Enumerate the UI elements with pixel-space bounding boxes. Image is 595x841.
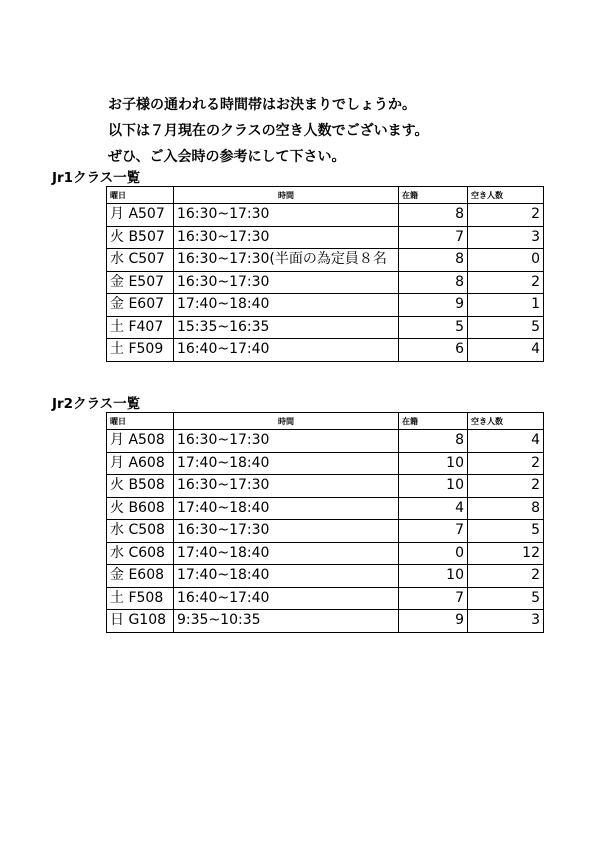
header-enrolled: 在籍 [399,187,468,204]
vacancy-cell: 5 [468,316,544,339]
header-vacancy: 空き人数 [468,187,544,204]
time-cell: 16:30~17:30(半面の為定員８名 [174,249,399,272]
enrolled-cell: 10 [399,475,468,498]
enrolled-cell: 7 [399,520,468,543]
header-enrolled: 在籍 [399,413,468,430]
day-cell: 土 F509 [107,339,174,362]
day-cell: 土 F508 [107,587,174,610]
day-cell: 金 E607 [107,294,174,317]
vacancy-cell: 4 [468,339,544,362]
enrolled-cell: 8 [399,430,468,453]
enrolled-cell: 6 [399,339,468,362]
vacancy-cell: 2 [468,271,544,294]
vacancy-cell: 2 [468,475,544,498]
jr2-section-title: Jr2クラス一覧 [52,396,141,412]
enrolled-cell: 10 [399,565,468,588]
day-cell: 金 E608 [107,565,174,588]
vacancy-cell: 1 [468,294,544,317]
table-row [107,520,544,543]
table-row [107,497,544,520]
time-cell: 16:30~17:30 [174,226,399,249]
table-header-row [107,187,544,204]
header-vacancy: 空き人数 [468,413,544,430]
day-cell: 土 F407 [107,316,174,339]
vacancy-cell: 2 [468,204,544,227]
table-header-row [107,413,544,430]
enrolled-cell: 9 [399,610,468,633]
table-row [107,542,544,565]
header-day: 曜日 [107,187,174,204]
day-cell: 火 B507 [107,226,174,249]
day-cell: 水 C507 [107,249,174,272]
header-time: 時間 [174,187,399,204]
enrolled-cell: 7 [399,587,468,610]
time-cell: 16:30~17:30 [174,271,399,294]
time-cell: 9:35~10:35 [174,610,399,633]
day-cell: 火 B608 [107,497,174,520]
day-cell: 月 A508 [107,430,174,453]
enrolled-cell: 9 [399,294,468,317]
vacancy-cell: 12 [468,542,544,565]
intro-text [108,92,428,170]
vacancy-cell: 2 [468,452,544,475]
day-cell: 日 G108 [107,610,174,633]
table-row [107,565,544,588]
day-cell: 水 C608 [107,542,174,565]
day-cell: 火 B508 [107,475,174,498]
jr2-class-table [106,412,544,633]
enrolled-cell: 7 [399,226,468,249]
enrolled-cell: 8 [399,204,468,227]
table-row [107,339,544,362]
jr1-class-table [106,186,544,362]
table-row [107,610,544,633]
time-cell: 16:40~17:40 [174,339,399,362]
vacancy-cell: 3 [468,610,544,633]
enrolled-cell: 8 [399,271,468,294]
day-cell: 水 C508 [107,520,174,543]
vacancy-cell: 5 [468,520,544,543]
table-row [107,271,544,294]
vacancy-cell: 5 [468,587,544,610]
time-cell: 16:30~17:30 [174,430,399,453]
time-cell: 17:40~18:40 [174,294,399,317]
time-cell: 15:35~16:35 [174,316,399,339]
table-row [107,226,544,249]
enrolled-cell: 8 [399,249,468,272]
intro-line-2: 以下は７月現在のクラスの空き人数でございます。 [108,123,429,139]
time-cell: 16:30~17:30 [174,520,399,543]
time-cell: 17:40~18:40 [174,542,399,565]
time-cell: 17:40~18:40 [174,497,399,520]
table-row [107,430,544,453]
day-cell: 月 A608 [107,452,174,475]
vacancy-cell: 3 [468,226,544,249]
table-row [107,452,544,475]
header-time: 時間 [174,413,399,430]
table-row [107,475,544,498]
table-row [107,587,544,610]
vacancy-cell: 0 [468,249,544,272]
day-cell: 金 E507 [107,271,174,294]
time-cell: 16:30~17:30 [174,475,399,498]
enrolled-cell: 5 [399,316,468,339]
jr1-section-title: Jr1クラス一覧 [52,170,141,186]
table-row [107,316,544,339]
table-row [107,249,544,272]
enrolled-cell: 0 [399,542,468,565]
day-cell: 月 A507 [107,204,174,227]
intro-line-3: ぜひ、ご入会時の参考にして下さい。 [108,149,346,165]
vacancy-cell: 8 [468,497,544,520]
time-cell: 17:40~18:40 [174,565,399,588]
vacancy-cell: 4 [468,430,544,453]
table-row [107,294,544,317]
vacancy-cell: 2 [468,565,544,588]
enrolled-cell: 10 [399,452,468,475]
header-day: 曜日 [107,413,174,430]
intro-line-1: お子様の通われる時間帯はお決まりでしょうか。 [108,97,416,113]
table-row [107,204,544,227]
enrolled-cell: 4 [399,497,468,520]
time-cell: 17:40~18:40 [174,452,399,475]
time-cell: 16:30~17:30 [174,204,399,227]
time-cell: 16:40~17:40 [174,587,399,610]
